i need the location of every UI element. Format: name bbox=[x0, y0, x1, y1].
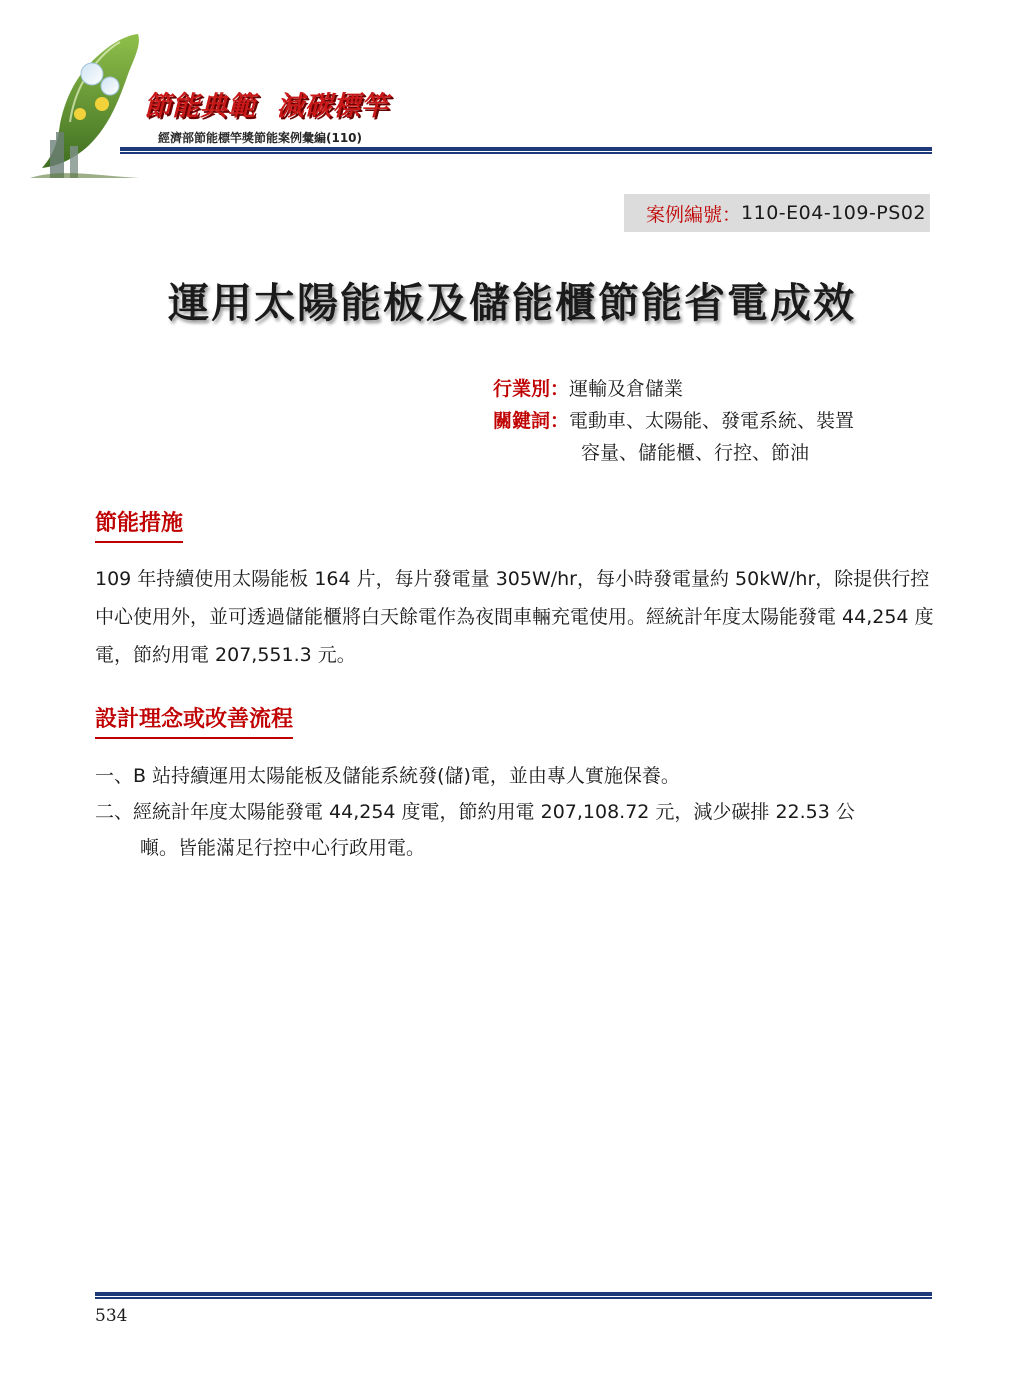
header-rule bbox=[120, 147, 932, 154]
list-item: 二、經統計年度太陽能發電 44,254 度電，節約用電 207,108.72 元，減少碳排 22.53 公 bbox=[95, 801, 855, 823]
case-number bbox=[624, 194, 930, 232]
section-heading-design: 設計理念或改善流程 bbox=[95, 702, 293, 739]
case-number-label: 案例編號： bbox=[646, 203, 742, 226]
keywords-value-line1: 電動車、太陽能、發電系統、裝置 bbox=[569, 410, 855, 432]
keywords-row bbox=[493, 405, 854, 437]
page-number: 534 bbox=[95, 1306, 128, 1326]
keywords-value-line2: 容量、儲能櫃、行控、節油 bbox=[581, 442, 810, 464]
taiwan-logo-icon bbox=[20, 28, 160, 178]
section-body-measures: 109 年持續使用太陽能板 164 片，每片發電量 305W/hr，每小時發電量約 50kW/hr，除提供行控中心使用外，並可透過儲能櫃將白天餘電作為夜間車輛充電使用。經統計年度太陽能發電 44,254 度電，節約用電 207,551.3 元。 bbox=[95, 568, 934, 666]
list-item-continuation: 噸。皆能滿足行控中心行政用電。 bbox=[140, 837, 426, 859]
industry-label: 行業別： bbox=[493, 378, 570, 400]
brand-title: 節能典範 減碳標竿 bbox=[144, 91, 389, 122]
section-heading-measures: 節能措施 bbox=[95, 506, 183, 543]
industry-row bbox=[493, 373, 683, 405]
case-number-value: 110-E04-109-PS02 bbox=[741, 202, 926, 224]
industry-value: 運輸及倉儲業 bbox=[569, 378, 684, 400]
brand-subtitle: 經濟部節能標竿獎節能案例彙編(110) bbox=[158, 131, 363, 145]
keywords-label: 關鍵詞： bbox=[493, 410, 570, 432]
footer-rule bbox=[95, 1292, 932, 1299]
list-item: 一、B 站持續運用太陽能板及儲能系統發(儲)電，並由專人實施保養。 bbox=[95, 765, 680, 787]
page-title: 運用太陽能板及儲能櫃節能省電成效 bbox=[168, 279, 856, 327]
